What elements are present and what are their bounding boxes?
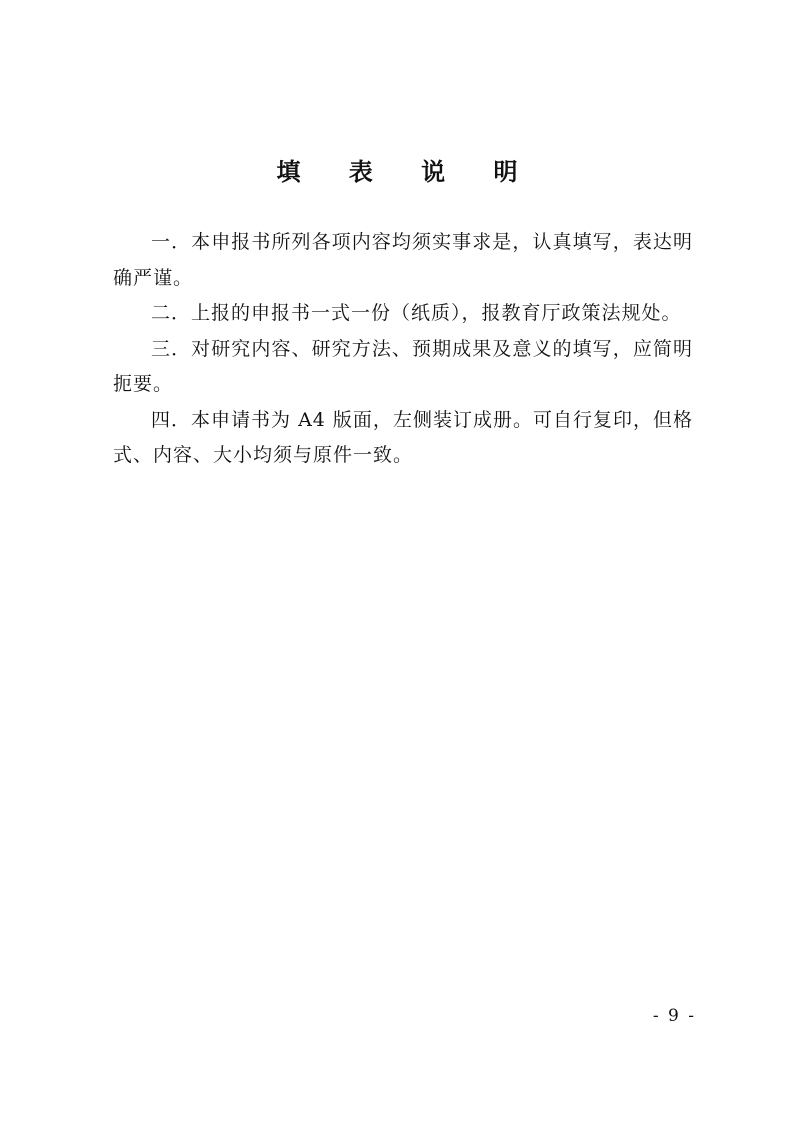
instruction-item-4: 四．本申请书为 A4 版面，左侧装订成册。可自行复印，但格式、内容、大小均须与原件一致。 — [113, 408, 693, 466]
instruction-item-1: 一．本申报书所列各项内容均须实事求是，认真填写，表达明确严谨。 — [113, 231, 693, 289]
document-title: 填 表 说 明 — [276, 157, 538, 186]
instructions-body — [113, 225, 693, 474]
page-number: - 9 - — [652, 1006, 696, 1026]
instruction-item-2: 二．上报的申报书一式一份（纸质），报教育厅政策法规处。 — [151, 302, 682, 324]
instruction-item-3: 三．对研究内容、研究方法、预期成果及意义的填写，应简明扼要。 — [113, 337, 693, 395]
